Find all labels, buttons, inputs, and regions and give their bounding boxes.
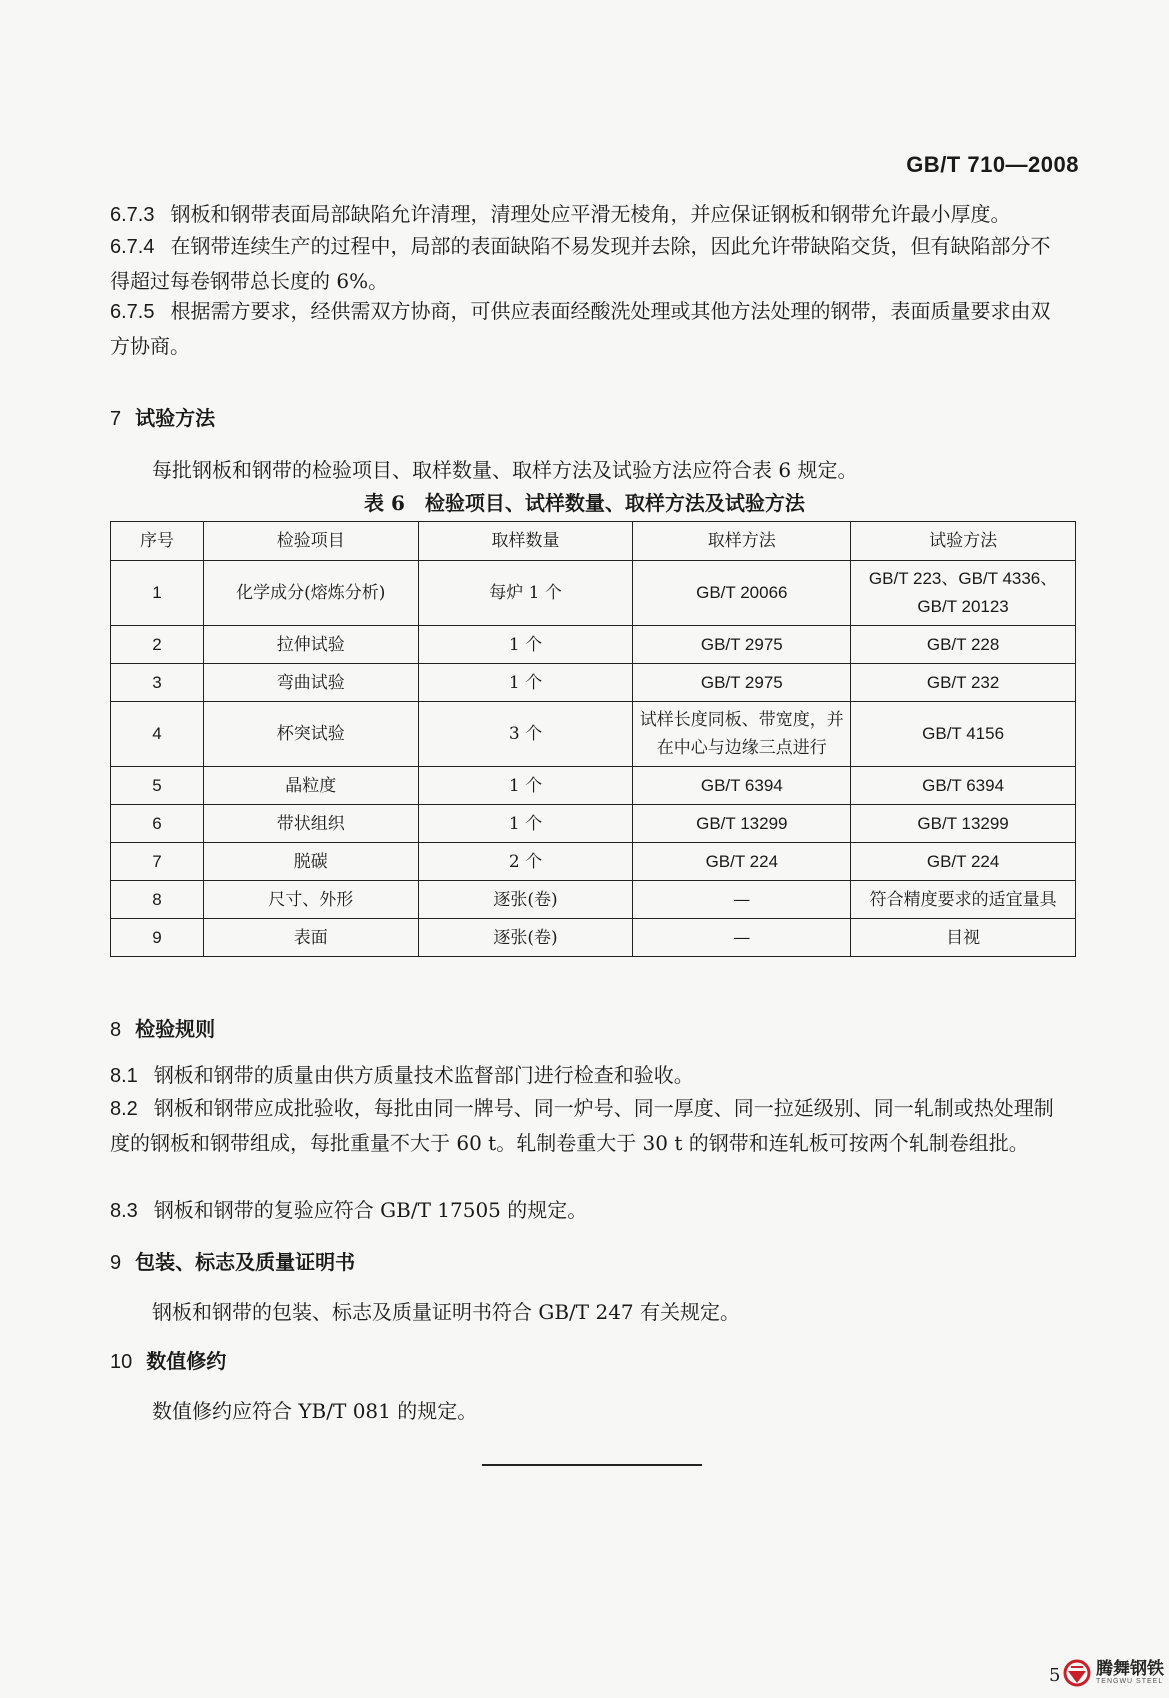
table-cell: 目视	[851, 919, 1076, 957]
table-row	[111, 767, 1076, 805]
table-cell: 杯突试验	[203, 702, 418, 767]
table-row	[111, 702, 1076, 767]
table-cell: 2 个	[418, 843, 633, 881]
table-row	[111, 881, 1076, 919]
section-title: 试验方法	[135, 406, 216, 430]
table-cell: 每炉 1 个	[418, 561, 633, 626]
table-cell: 9	[111, 919, 204, 957]
table-cell: 1 个	[418, 767, 633, 805]
section-title: 包装、标志及质量证明书	[135, 1250, 356, 1274]
table-cell: 尺寸、外形	[203, 881, 418, 919]
tengwu-logo-icon	[1062, 1658, 1092, 1688]
section-number: 9	[110, 1252, 122, 1274]
standard-code: GB/T 710—2008	[906, 152, 1079, 177]
table-6	[110, 521, 1076, 957]
table-cell: —	[633, 881, 851, 919]
table-cell: 晶粒度	[203, 767, 418, 805]
table-cell: 5	[111, 767, 204, 805]
section-title: 检验规则	[135, 1017, 216, 1041]
header-quantity: 取样数量	[418, 522, 633, 561]
table-cell: 逐张(卷)	[418, 919, 633, 957]
table-cell: 化学成分(熔炼分析)	[203, 561, 418, 626]
table-cell: GB/T 223、GB/T 4336、GB/T 20123	[851, 561, 1076, 626]
table-cell: GB/T 2975	[633, 664, 851, 702]
section-number: 10	[110, 1351, 133, 1373]
clause-number: 8.2	[110, 1098, 138, 1120]
clause-text: 钢板和钢带的质量由供方质量技术监督部门进行检查和验收。	[153, 1063, 694, 1087]
table-cell: 6	[111, 805, 204, 843]
section-8-heading	[110, 1013, 215, 1042]
table-cell: 3 个	[418, 702, 633, 767]
watermark-text	[1096, 1661, 1164, 1685]
table-row	[111, 626, 1076, 664]
section-9-heading	[110, 1246, 355, 1275]
clause-text: 钢板和钢带的复验应符合 GB/T 17505 的规定。	[153, 1198, 588, 1222]
table-cell: 1 个	[418, 805, 633, 843]
table-row	[111, 919, 1076, 957]
clause-number: 6.7.3	[110, 204, 155, 226]
clause-6-7-4	[110, 229, 1070, 298]
clause-8-2	[110, 1091, 1070, 1160]
clause-number: 8.3	[110, 1200, 138, 1222]
table-cell: GB/T 224	[851, 843, 1076, 881]
section-10-text: 数值修约应符合 YB/T 081 的规定。	[152, 1399, 478, 1423]
table-cell: GB/T 6394	[633, 767, 851, 805]
section-10-heading	[110, 1345, 226, 1374]
table-cell: 8	[111, 881, 204, 919]
table-cell: 1 个	[418, 626, 633, 664]
table-cell: GB/T 232	[851, 664, 1076, 702]
table-cell: 脱碳	[203, 843, 418, 881]
clause-text: 根据需方要求，经供需双方协商，可供应表面经酸洗处理或其他方法处理的钢带，表面质量要求由双方协商。	[110, 299, 1051, 358]
header-seq: 序号	[111, 522, 204, 561]
table-cell: 拉伸试验	[203, 626, 418, 664]
table-cell: 表面	[203, 919, 418, 957]
table-cell: 4	[111, 702, 204, 767]
section-title: 数值修约	[146, 1349, 227, 1373]
table-6-caption: 表 6 检验项目、试样数量、取样方法及试验方法	[364, 491, 805, 515]
table-cell: GB/T 13299	[633, 805, 851, 843]
section-number: 8	[110, 1019, 122, 1041]
table-row	[111, 561, 1076, 626]
table-cell: 弯曲试验	[203, 664, 418, 702]
end-rule	[482, 1464, 702, 1466]
table-cell: 符合精度要求的适宜量具	[851, 881, 1076, 919]
header-item: 检验项目	[203, 522, 418, 561]
table-cell: GB/T 224	[633, 843, 851, 881]
section-7-text: 每批钢板和钢带的检验项目、取样数量、取样方法及试验方法应符合表 6 规定。	[152, 458, 858, 482]
table-cell: 试样长度同板、带宽度，并在中心与边缘三点进行	[633, 702, 851, 767]
clause-number: 6.7.5	[110, 301, 155, 323]
clause-6-7-3	[110, 197, 1070, 232]
clause-8-3	[110, 1193, 1070, 1228]
table-cell: 2	[111, 626, 204, 664]
table-cell: GB/T 20066	[633, 561, 851, 626]
watermark-name: 腾舞钢铁	[1096, 1659, 1164, 1679]
table-cell: GB/T 228	[851, 626, 1076, 664]
section-number: 7	[110, 408, 122, 430]
table-cell: GB/T 4156	[851, 702, 1076, 767]
table-header-row	[111, 522, 1076, 561]
table-cell: GB/T 2975	[633, 626, 851, 664]
clause-8-1	[110, 1058, 1070, 1093]
clause-6-7-5	[110, 294, 1070, 363]
table-row	[111, 664, 1076, 702]
table-cell: 带状组织	[203, 805, 418, 843]
watermark-subtitle: TENGWU STEEL	[1096, 1678, 1164, 1685]
header-sampling: 取样方法	[633, 522, 851, 561]
table-cell: 逐张(卷)	[418, 881, 633, 919]
table-cell: —	[633, 919, 851, 957]
clause-text: 在钢带连续生产的过程中，局部的表面缺陷不易发现并去除，因此允许带缺陷交货，但有缺陷部分不得超过每卷钢带总长度的 6%。	[110, 234, 1051, 293]
clause-text: 钢板和钢带表面局部缺陷允许清理，清理处应平滑无棱角，并应保证钢板和钢带允许最小厚度。	[170, 202, 1011, 226]
watermark	[1062, 1658, 1164, 1688]
section-7-heading	[110, 402, 215, 431]
header-method: 试验方法	[851, 522, 1076, 561]
page-number: 5	[1049, 1665, 1061, 1686]
table-cell: GB/T 6394	[851, 767, 1076, 805]
clause-text: 钢板和钢带应成批验收，每批由同一牌号、同一炉号、同一厚度、同一拉延级别、同一轧制或热处理制度的钢板和钢带组成，每批重量不大于 60 t。轧制卷重大于 30 t 的钢带和连轧板可按两个轧制卷组批。	[110, 1096, 1054, 1155]
table-cell: GB/T 13299	[851, 805, 1076, 843]
table-row	[111, 805, 1076, 843]
clause-number: 8.1	[110, 1065, 138, 1087]
table-cell: 1	[111, 561, 204, 626]
table-cell: 3	[111, 664, 204, 702]
clause-number: 6.7.4	[110, 236, 155, 258]
table-row	[111, 843, 1076, 881]
table-cell: 1 个	[418, 664, 633, 702]
table-cell: 7	[111, 843, 204, 881]
section-9-text: 钢板和钢带的包装、标志及质量证明书符合 GB/T 247 有关规定。	[152, 1300, 740, 1324]
